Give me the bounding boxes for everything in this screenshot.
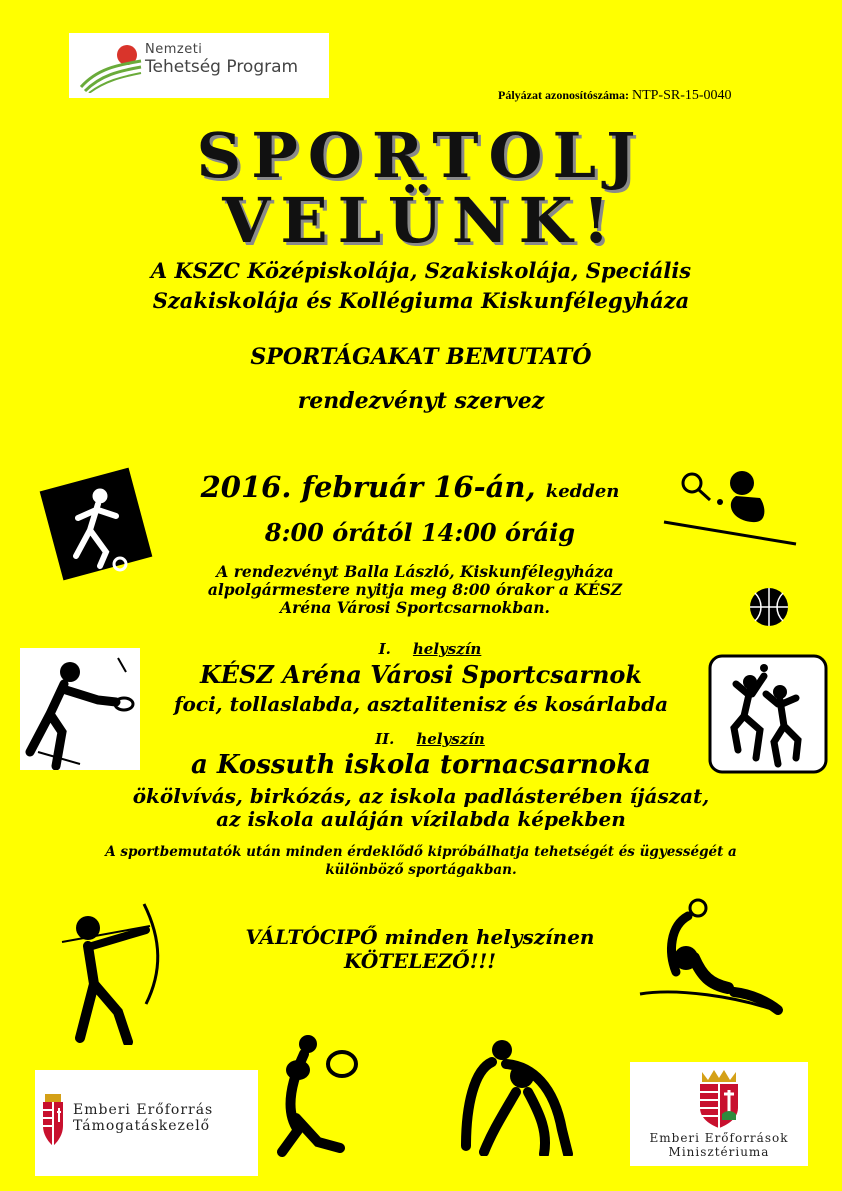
- event-date-text: 2016. február 16-án,: [200, 470, 536, 504]
- table-tennis-icon: [660, 462, 800, 547]
- venue2-sports: [0, 785, 842, 831]
- organizer-line2: Szakiskolája és Kollégiuma Kiskunfélegyháza: [152, 288, 690, 313]
- event-time: 8:00 órától 14:00 óráig: [264, 518, 576, 547]
- venue1-sports: foci, tollaslabda, asztalitenisz és kosárlabda: [173, 692, 669, 716]
- opening-note: [160, 563, 670, 617]
- headline-line1: SPORTOLJ: [196, 119, 646, 192]
- opening-line3: Aréna Városi Sportcsarnokban.: [280, 598, 550, 617]
- ntp-logo: [69, 33, 329, 98]
- wrestling-icon: [452, 1036, 582, 1156]
- hungarian-coat-of-arms-icon: [694, 1064, 744, 1130]
- grant-id-value: NTP-SR-15-0040: [631, 88, 732, 103]
- venue1-label: [300, 640, 560, 658]
- shoe-note-line2: KÖTELEZŐ!!!: [343, 949, 497, 973]
- hungarian-coat-of-arms-icon: [39, 1092, 67, 1150]
- badminton-icon: [20, 648, 140, 770]
- basketball-icon: [748, 586, 790, 628]
- venue2-number: II.: [375, 730, 395, 748]
- venue2-label-text: helyszín: [416, 730, 485, 748]
- grant-id-label: Pályázat azonosítószáma:: [498, 88, 629, 102]
- venue1-name: KÉSZ Aréna Városi Sportcsarnok: [199, 660, 643, 689]
- organizer: [0, 256, 842, 316]
- venue1-label-text: helyszín: [412, 640, 482, 658]
- football-player-icon: [28, 456, 164, 592]
- ntp-logo-line2: Tehetség Program: [145, 57, 299, 77]
- venue2-name: a Kossuth iskola tornacsarnoka: [191, 750, 651, 780]
- subtitle-line2: rendezvényt szervez: [297, 388, 545, 414]
- after-note-line2: különböző sportágakban.: [325, 862, 517, 878]
- ntp-swoosh-icon: [77, 39, 145, 93]
- basketball-players-icon: [708, 654, 828, 774]
- emet-logo-line2: Támogatáskezelő: [73, 1118, 211, 1135]
- emet-logo: [35, 1070, 258, 1176]
- opening-line1: A rendezvényt Balla László, Kiskunfélegyháza: [216, 562, 614, 581]
- venue2-sports-line2: az iskola auláján vízilabda képekben: [216, 807, 626, 831]
- event-weekday: kedden: [545, 481, 620, 502]
- after-note: [40, 843, 802, 879]
- water-polo-icon: [636, 896, 784, 1016]
- organizer-line1: A KSZC Középiskolája, Szakiskolája, Speciális: [150, 258, 692, 283]
- event-date: [170, 470, 650, 504]
- ntp-logo-line1: Nemzeti: [145, 42, 203, 57]
- emmi-logo-line2: Minisztériuma: [668, 1144, 770, 1159]
- shoe-note: [210, 925, 630, 973]
- venue2-label: [300, 730, 560, 748]
- venue2-sports-line1: ökölvívás, birkózás, az iskola padlásterében íjászat,: [132, 784, 710, 808]
- emmi-logo-line1: Emberi Erőforrások: [649, 1131, 789, 1145]
- emmi-logo: [630, 1062, 808, 1166]
- venue1-number: I.: [378, 640, 391, 658]
- headline-line2: VELÜNK!: [222, 184, 620, 257]
- emet-logo-line1: Emberi Erőforrás: [73, 1102, 214, 1118]
- after-note-line1: A sportbemutatók után minden érdeklődő kipróbálhatja tehetségét és ügyességét a: [105, 844, 737, 860]
- subtitle-line1: SPORTÁGAKAT BEMUTATÓ: [250, 344, 592, 370]
- grant-id: [498, 88, 732, 104]
- boxing-icon: [262, 1030, 362, 1158]
- opening-line2: alpolgármestere nyitja meg 8:00 órakor a KÉSZ: [207, 580, 623, 599]
- archery-icon: [58, 900, 168, 1045]
- shoe-note-line1: VÁLTÓCIPŐ minden helyszínen: [245, 925, 595, 949]
